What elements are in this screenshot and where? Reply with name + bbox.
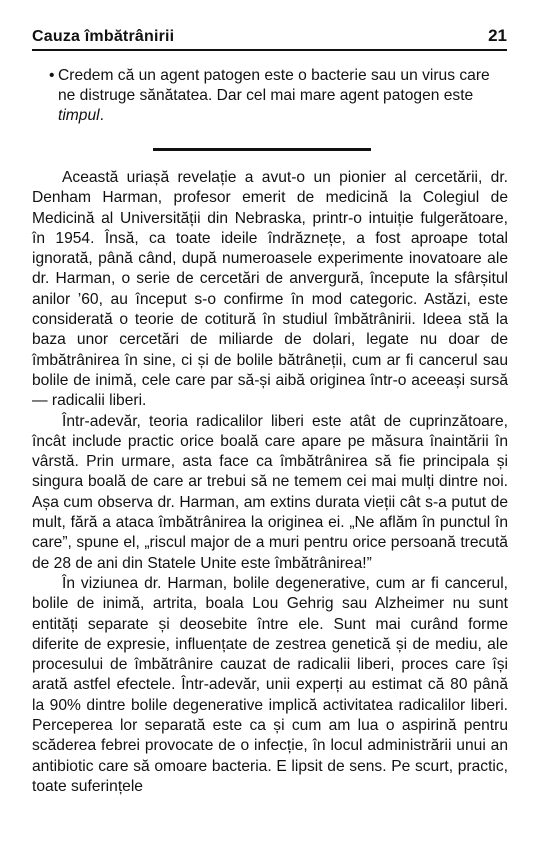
callout-text-end: . [99,107,104,125]
running-title: Cauza îmbătrânirii [32,28,175,45]
callout-emphasis: timpul [58,107,100,125]
paragraph: Într-adevăr, teoria radicalilor liberi este atât de cuprinzătoare, încât include practic orice boală care apare pe măsura înaintării în vârstă. Prin urmare, asta face ca îmbătrânirea să fie principala și singura boală de care ar trebui să ne temem cei mai mulți dintre noi. Așa cum observa dr. Harman, am extins durata vieții cât s-a putut de mult, fără a ataca îmbătrânirea la originea ei. „Ne aflăm în punctul în care”, spune el, „riscul major de a muri pentru orice persoană trecută de 28 de ani din Statele Unite este îmbătrânirea!” [32,412,508,572]
running-header [32,22,507,51]
paragraph: În viziunea dr. Harman, bolile degenerative, cum ar fi cancerul, bolile de inimă, artrita, boala Lou Gehrig sau Alzheimer nu sunt entități separate și deosebite între ele. Sunt mai curând forme diferite de expresie, influențate de zestrea genetică și de mediu, ale procesului de îmbătrânire cauzat de radicalii liberi, proces care își arată astfel efectele. Într-adevăr, unii experți au estimat că 80 până la 90% dintre bolile degenerative implică activitatea radicalilor liberi. Perceperea lor separată este ca și cum am lua o aspirină pentru scăderea febrei provocate de o infecție, în locul administrării unui an antibiotic care să omoare bacteria. E lipsit de sens. Pe scurt, practic, toate suferințele [32,574,508,795]
section-divider [153,148,371,151]
page-number: 21 [488,26,507,45]
callout-quote [49,66,491,127]
callout-text [58,66,491,127]
body-text [32,168,508,797]
bullet-icon: • [49,67,55,84]
callout-text-main: Credem că un agent patogen este o bacterie sau un virus care ne distruge sănătatea. Dar cel mai mare agent patogen este [58,67,490,105]
paragraph: Această uriașă revelație a avut-o un pionier al cercetării, dr. Denham Harman, profesor emerit de medicină la Colegiul de Medicină al Universității din Nebraska, printr-o intuiție fulgerătoare, în 1954. Însă, ca toate ideile îndrăznețe, a fost aproape total ignorată, până când, după numeroasele experimente inovatoare ale dr. Harman, o serie de cercetări de anvergură, începute la sfârșitul anilor ’60, au început s-o confirme în mod categoric. Astăzi, este considerată o teorie de cotitură în studiul îmbătrânirii. Ideea stă la baza unor cercetări de miliarde de dolari, legate nu doar de îmbătrânirea în sine, ci și de bolile bătrâneții, cum ar fi cancerul sau bolile de inimă, cele care par să-și aibă originea într-o aceeași sursă — radicalii liberi. [32,169,508,410]
